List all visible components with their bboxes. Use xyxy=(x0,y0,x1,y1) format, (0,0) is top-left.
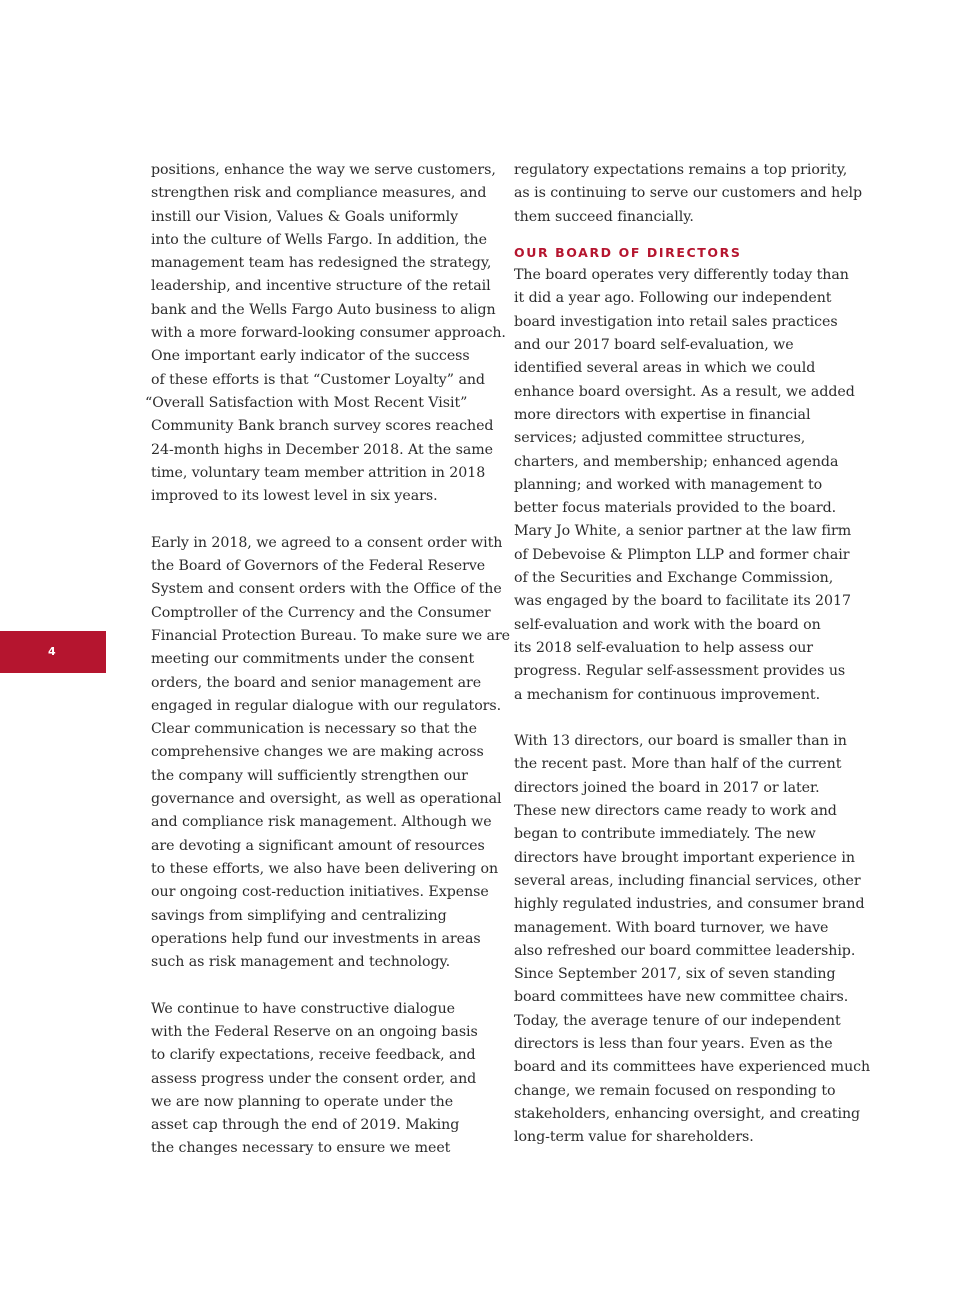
text-line: leadership, and incentive structure of the retail xyxy=(151,278,491,295)
text-line: orders, the board and senior management are xyxy=(151,674,482,691)
text-line: into the culture of Wells Fargo. In addition, the xyxy=(151,231,487,248)
text-line: also refreshed our board committee leadership. xyxy=(514,942,856,959)
text-line: a mechanism for continuous improvement. xyxy=(514,686,821,703)
text-line: charters, and membership; enhanced agenda xyxy=(514,453,839,470)
left-column xyxy=(145,159,511,1184)
text-line: management team has redesigned the strategy, xyxy=(151,255,492,272)
text-line: System and consent orders with the Office of the xyxy=(151,581,502,598)
text-line: stakeholders, enhancing oversight, and creating xyxy=(514,1105,861,1122)
text-line: Clear communication is necessary so that the xyxy=(151,721,477,738)
text-line: its 2018 self-evaluation to help assess our xyxy=(514,639,814,656)
text-line: asset cap through the end of 2019. Making xyxy=(151,1117,460,1134)
text-line: operations help fund our investments in areas xyxy=(151,930,481,947)
text-line: directors is less than four years. Even as the xyxy=(514,1035,833,1052)
text-line: Community Bank branch survey scores reached xyxy=(151,418,494,435)
text-line: it did a year ago. Following our independent xyxy=(514,290,832,307)
text-line: One important early indicator of the success xyxy=(151,348,470,365)
text-line: better focus materials provided to the board. xyxy=(514,500,837,517)
text-line: of these efforts is that “Customer Loyalty” and xyxy=(151,371,485,388)
text-line: self-evaluation and work with the board on xyxy=(514,616,821,633)
text-line: was engaged by the board to facilitate its 2017 xyxy=(514,593,851,610)
text-line: enhance board oversight. As a result, we added xyxy=(514,383,855,400)
text-line: These new directors came ready to work and xyxy=(514,803,837,820)
text-line: Mary Jo White, a senior partner at the law firm xyxy=(514,523,852,540)
text-line: directors have brought important experience in xyxy=(514,849,855,866)
paragraph-customer-loyalty xyxy=(145,159,506,508)
text-line: Comptroller of the Currency and the Consumer xyxy=(151,604,491,621)
text-line: improved to its lowest level in six years. xyxy=(151,488,438,505)
text-line: “Overall Satisfaction with Most Recent Visit” xyxy=(145,394,468,411)
text-line: board committees have new committee chairs. xyxy=(514,989,849,1006)
text-line: Financial Protection Bureau. To make sure we are xyxy=(151,627,511,644)
text-line: Today, the average tenure of our independent xyxy=(514,1012,841,1029)
text-line: regulatory expectations remains a top priority, xyxy=(514,162,848,178)
paragraph-consent-order xyxy=(151,532,511,975)
text-line: With 13 directors, our board is smaller than in xyxy=(514,733,847,750)
text-line: strengthen risk and compliance measures, and xyxy=(151,185,487,202)
text-line: and our 2017 board self-evaluation, we xyxy=(514,337,794,354)
text-line: are devoting a significant amount of resources xyxy=(151,837,485,854)
paragraph-directors xyxy=(514,730,871,1149)
text-line: the changes necessary to ensure we meet xyxy=(151,1140,451,1157)
text-line: progress. Regular self-assessment provides us xyxy=(514,663,846,680)
paragraph-continuation xyxy=(514,159,864,229)
text-line: more directors with expertise in financial xyxy=(514,406,811,423)
text-line: with a more forward-looking consumer approach. xyxy=(151,325,506,342)
text-line: 24-month highs in December 2018. At the same xyxy=(151,441,493,458)
right-column xyxy=(514,159,871,1173)
text-line: highly regulated industries, and consumer brand xyxy=(514,896,865,913)
text-line: governance and oversight, as well as operational xyxy=(151,791,502,808)
text-line: meeting our commitments under the consent xyxy=(151,651,475,668)
text-line: directors joined the board in 2017 or later. xyxy=(514,779,820,796)
text-line: management. With board turnover, we have xyxy=(514,919,829,936)
text-line: several areas, including financial services, other xyxy=(514,872,861,889)
text-line: instill our Vision, Values & Goals uniformly xyxy=(151,208,459,225)
text-line: assess progress under the consent order, and xyxy=(151,1070,477,1087)
text-line: savings from simplifying and centralizing xyxy=(151,907,447,924)
text-line: began to contribute immediately. The new xyxy=(514,826,816,843)
text-line: time, voluntary team member attrition in 2018 xyxy=(151,464,486,481)
text-line: the Board of Governors of the Federal Reserve xyxy=(151,558,486,575)
text-line: our ongoing cost-reduction initiatives. Expense xyxy=(151,884,489,901)
text-line: the recent past. More than half of the current xyxy=(514,756,842,773)
text-line: comprehensive changes we are making across xyxy=(151,744,484,761)
text-line: planning; and worked with management to xyxy=(514,476,823,493)
text-line: with the Federal Reserve on an ongoing basis xyxy=(151,1023,478,1040)
text-line: identified several areas in which we could xyxy=(514,360,816,377)
text-line: We continue to have constructive dialogue xyxy=(151,1000,455,1017)
text-line: of Debevoise & Plimpton LLP and former chair xyxy=(514,546,850,563)
text-line: to clarify expectations, receive feedback, and xyxy=(151,1047,476,1064)
text-line: to these efforts, we also have been delivering on xyxy=(151,860,499,877)
text-line: board investigation into retail sales practices xyxy=(514,313,838,330)
text-line: engaged in regular dialogue with our regulators. xyxy=(151,697,502,714)
text-line: change, we remain focused on responding to xyxy=(514,1082,836,1099)
text-line: we are now planning to operate under the xyxy=(151,1093,454,1110)
text-line: positions, enhance the way we serve customers, xyxy=(151,162,496,178)
text-line: as is continuing to serve our customers and help xyxy=(514,185,863,202)
text-line: and compliance risk management. Although we xyxy=(151,814,492,831)
text-line: bank and the Wells Fargo Auto business to align xyxy=(151,301,496,318)
text-line: the company will sufficiently strengthen our xyxy=(151,767,468,784)
text-line: Since September 2017, six of seven standing xyxy=(514,966,836,983)
paragraph-board-operations xyxy=(514,264,864,707)
text-line: Early in 2018, we agreed to a consent order with xyxy=(151,534,503,551)
text-line: such as risk management and technology. xyxy=(151,954,451,971)
text-line: The board operates very differently today than xyxy=(514,267,849,284)
paragraph-federal-reserve xyxy=(151,998,501,1161)
text-line: long-term value for shareholders. xyxy=(514,1129,754,1146)
text-line: them succeed financially. xyxy=(514,208,694,225)
text-line: of the Securities and Exchange Commission, xyxy=(514,570,834,587)
section-heading: OUR BOARD OF DIRECTORS xyxy=(514,244,742,260)
text-line: services; adjusted committee structures, xyxy=(514,430,806,447)
page-number: 4 xyxy=(48,645,56,658)
text-line: board and its committees have experienced much xyxy=(514,1059,871,1076)
